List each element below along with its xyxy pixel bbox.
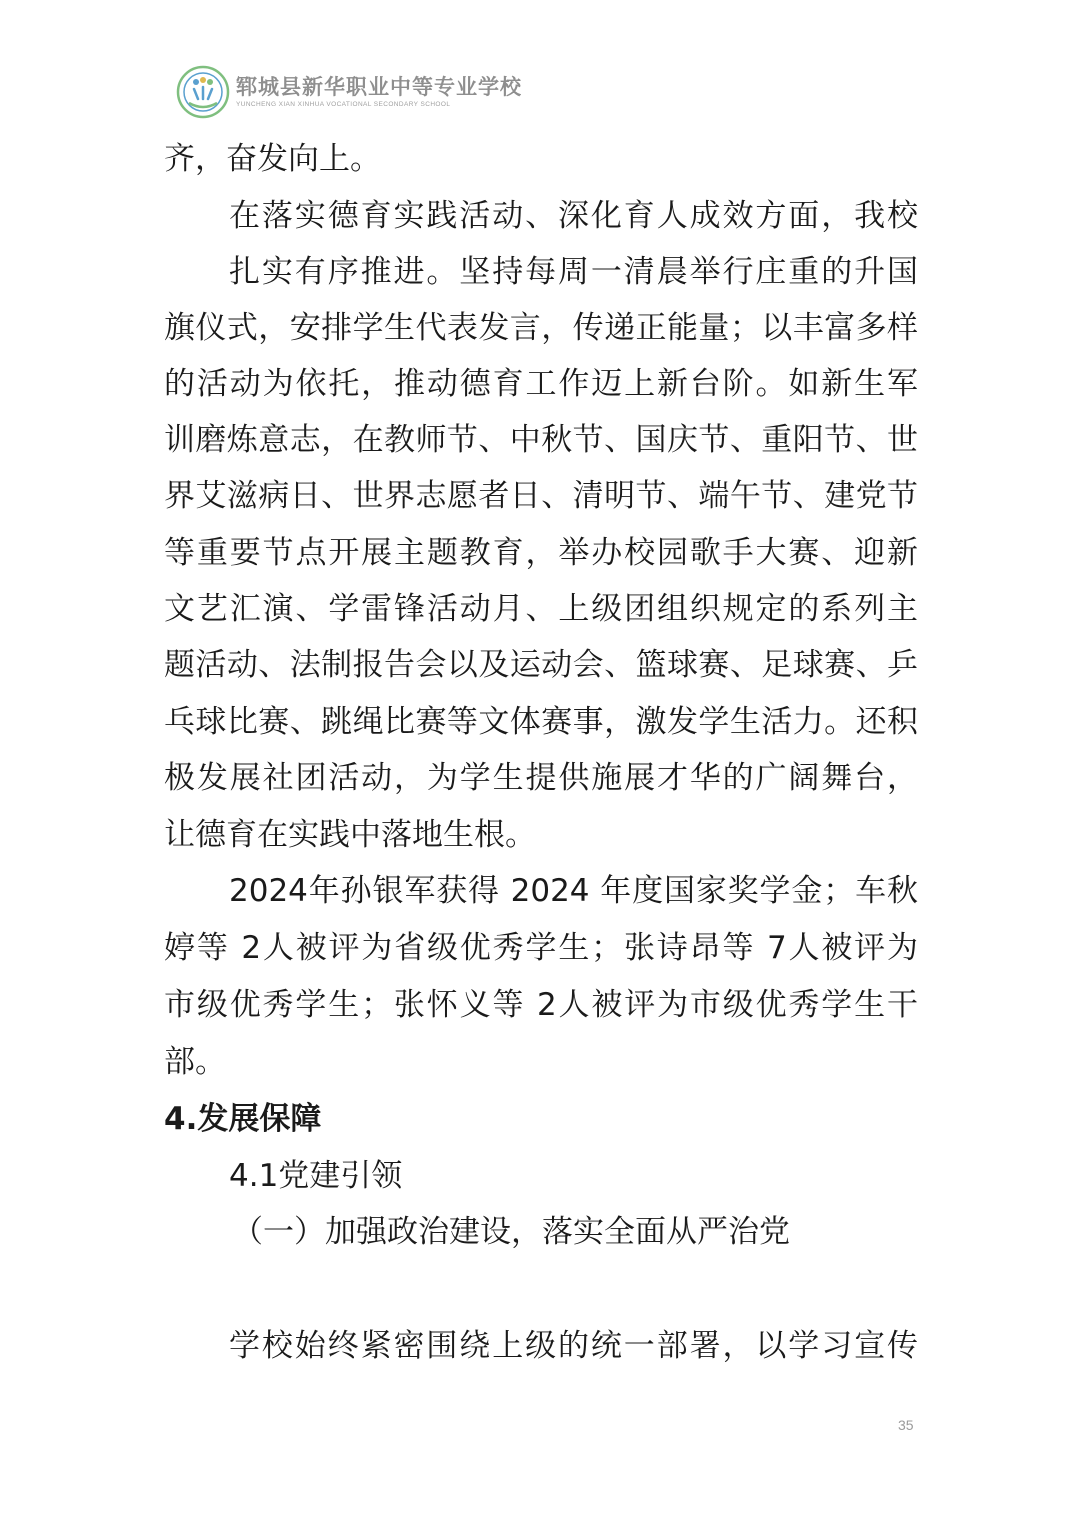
school-name-english: YUNCHENG XIAN XINHUA VOCATIONAL SECONDARY SCHOOL — [236, 101, 451, 108]
school-name-block — [236, 75, 522, 109]
text-line: 2024年孙银军获得 2024 年度国家奖学金；车秋 — [229, 873, 918, 909]
subsection-heading: 4.1党建引领 — [229, 1158, 403, 1194]
text-line: 市级优秀学生；张怀义等 2人被评为市级优秀学生干 — [164, 987, 918, 1023]
text-line: 文艺汇演、学雷锋活动月、上级团组织规定的系列主 — [164, 591, 918, 627]
text-line: 极发展社团活动，为学生提供施展才华的广阔舞台， — [164, 760, 918, 796]
text-line: 乓球比赛、跳绳比赛等文体赛事，激发学生活力。还积 — [164, 704, 918, 740]
school-name: 郓城县新华职业中等专业学校 — [236, 74, 522, 99]
text-line: 部。 — [164, 1044, 226, 1080]
sub-subsection-heading: （一）加强政治建设，落实全面从严治党 — [232, 1214, 790, 1250]
text-line: 训磨炼意志，在教师节、中秋节、国庆节、重阳节、世 — [164, 422, 918, 458]
section-heading: 4.发展保障 — [164, 1101, 322, 1137]
page-number: 35 — [898, 1417, 914, 1433]
page-header — [176, 64, 522, 120]
text-line: 在落实德育实践活动、深化育人成效方面，我校 — [229, 198, 918, 234]
text-line: 扎实有序推进。坚持每周一清晨举行庄重的升国 — [229, 254, 918, 290]
text-line: 题活动、法制报告会以及运动会、篮球赛、足球赛、乒 — [164, 647, 918, 683]
text-line: 婷等 2人被评为省级优秀学生；张诗昂等 7人被评为 — [164, 930, 918, 966]
text-line: 的活动为依托，推动德育工作迈上新台阶。如新生军 — [164, 366, 918, 402]
text-line: 旗仪式，安排学生代表发言，传递正能量；以丰富多样 — [164, 310, 918, 346]
text-line: 齐，奋发向上。 — [164, 141, 381, 177]
school-logo-icon — [176, 65, 230, 119]
text-line: 让德育在实践中落地生根。 — [164, 817, 536, 853]
text-line: 等重要节点开展主题教育，举办校园歌手大赛、迎新 — [164, 535, 918, 571]
text-line: 学校始终紧密围绕上级的统一部署，以学习宣传 — [229, 1328, 918, 1364]
text-line: 界艾滋病日、世界志愿者日、清明节、端午节、建党节 — [164, 478, 918, 514]
